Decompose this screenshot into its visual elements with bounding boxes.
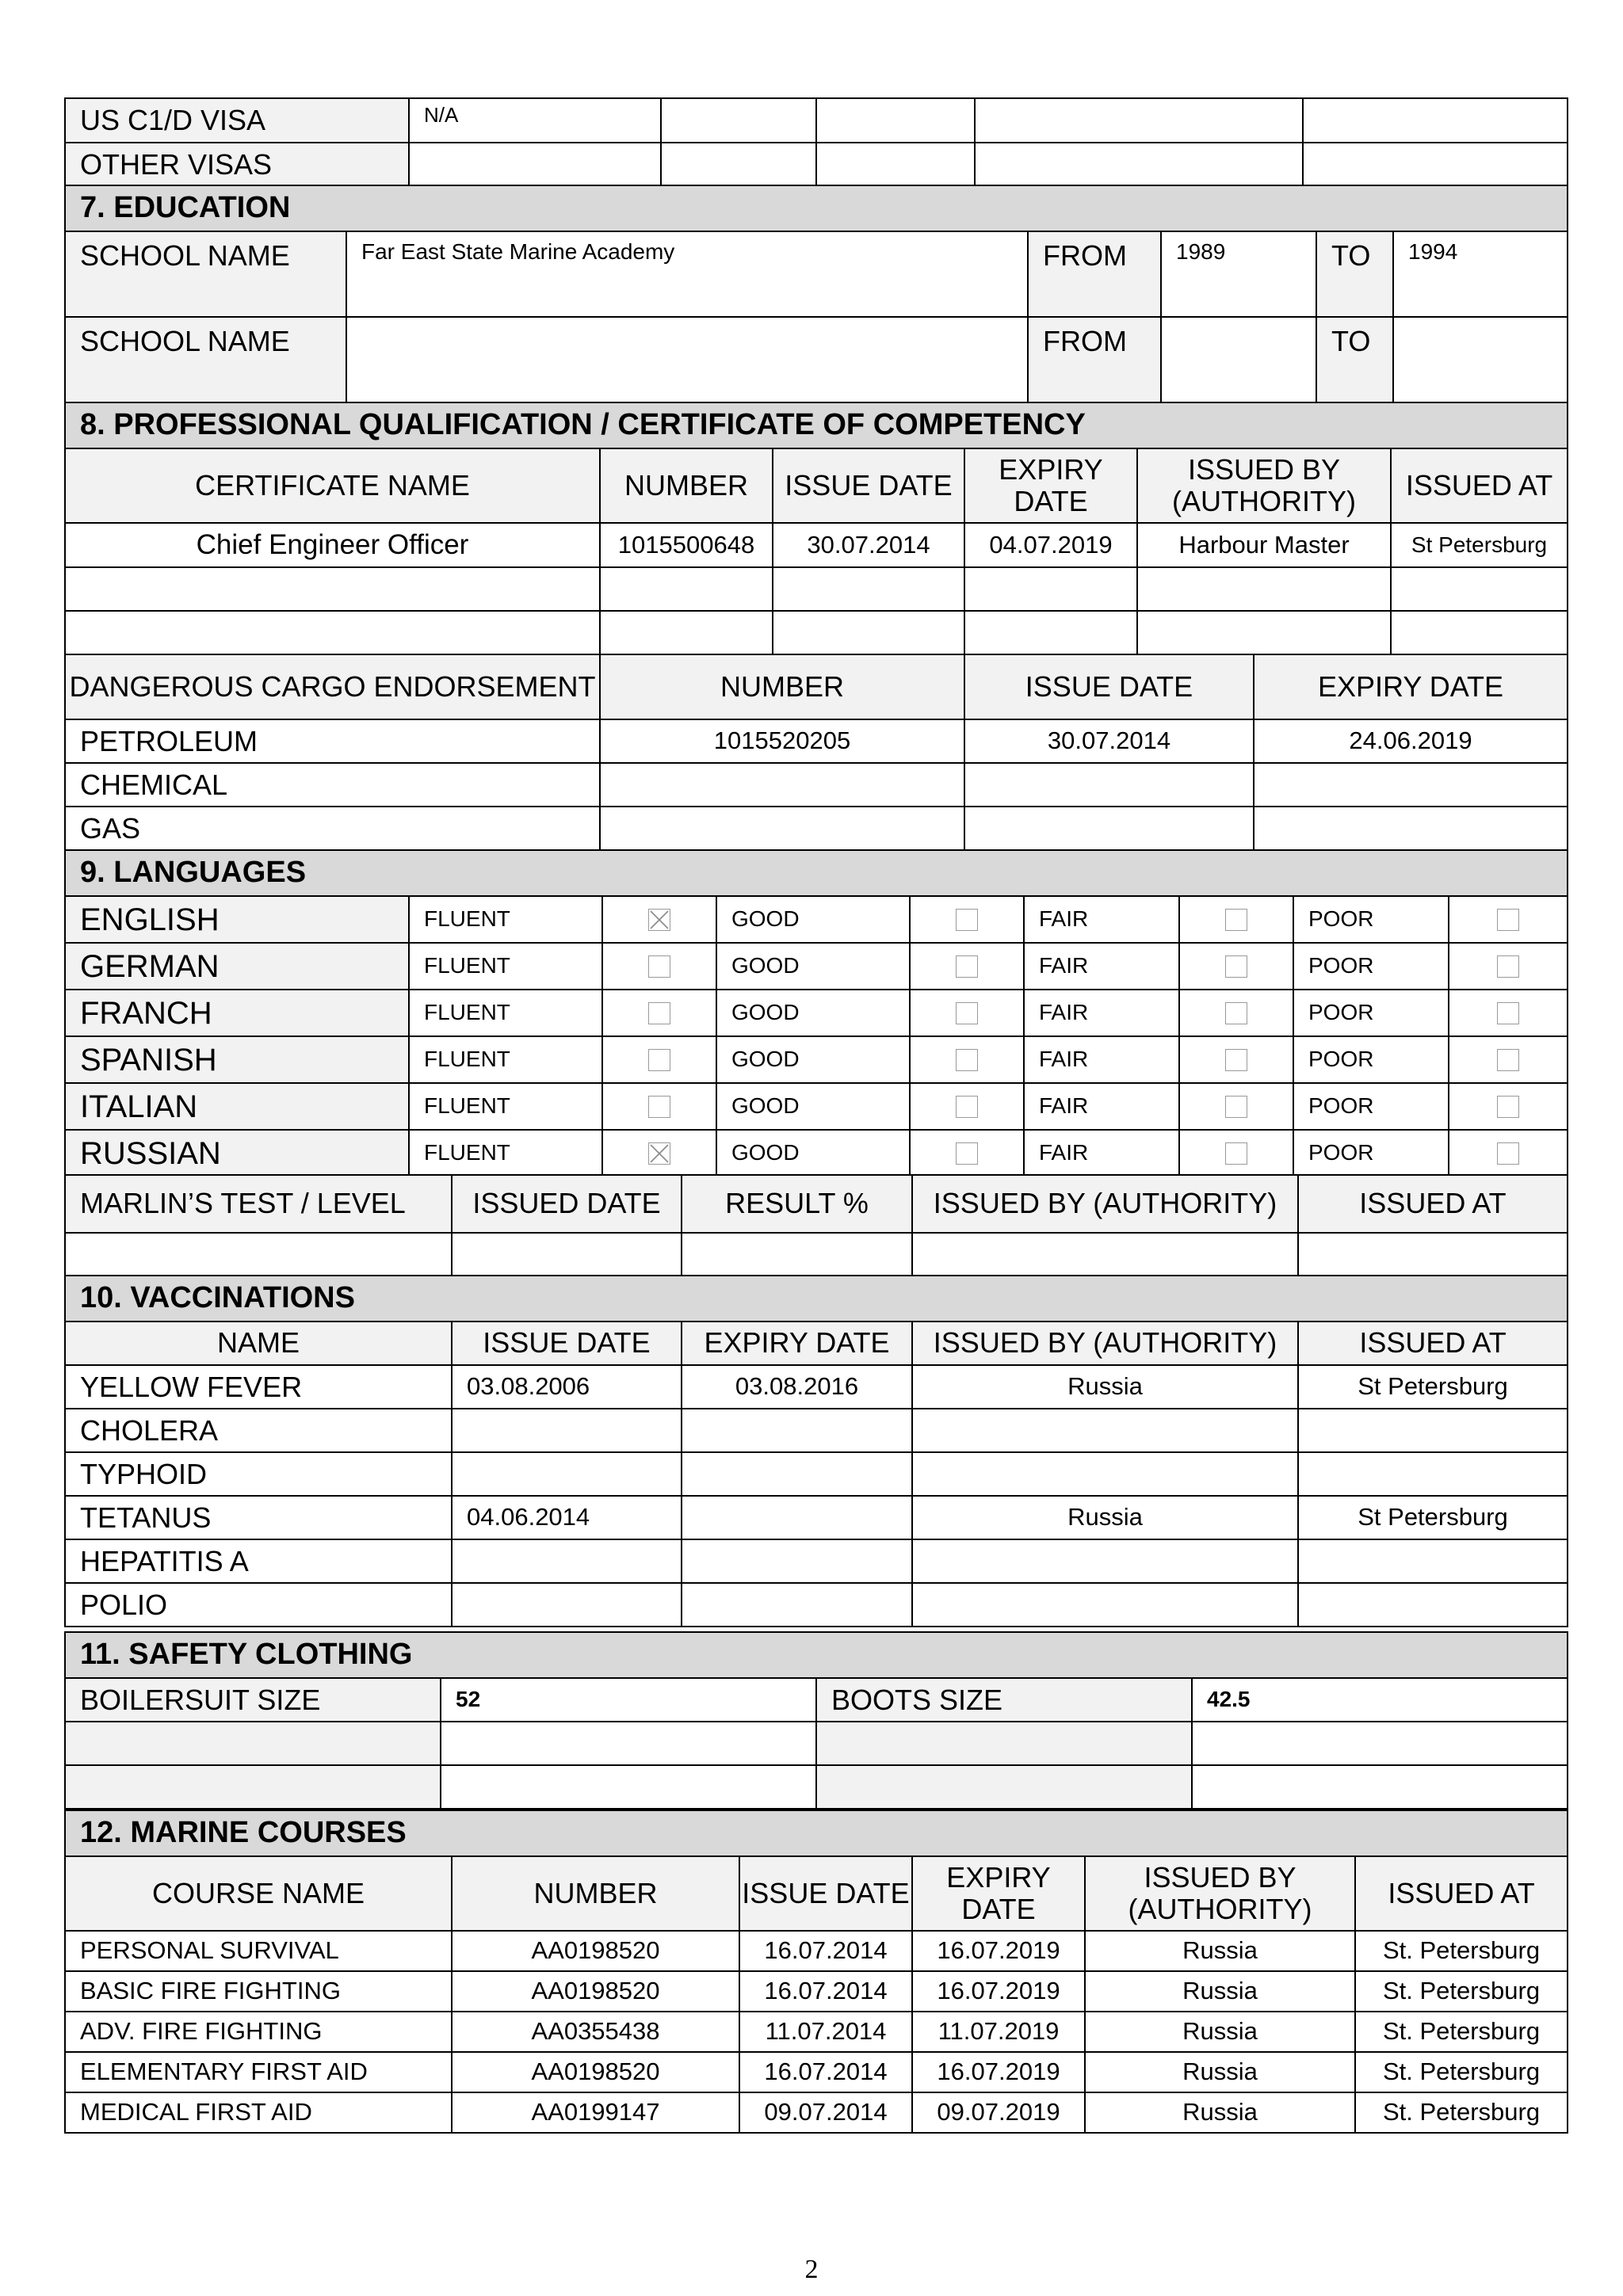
dangerous-cargo-table <box>64 654 1568 851</box>
table-row <box>65 1452 1568 1496</box>
table-row <box>65 1765 1568 1809</box>
course-issued-by[interactable]: Russia <box>1085 1971 1355 2012</box>
column-header: ISSUED DATE <box>452 1175 682 1233</box>
course-number[interactable]: AA0355438 <box>452 2012 739 2052</box>
certificate-name[interactable]: Chief Engineer Officer <box>65 523 600 567</box>
marlins-issued-date[interactable] <box>452 1233 682 1276</box>
certificate-issued-by[interactable]: Harbour Master <box>1137 523 1391 567</box>
course-issued-at[interactable]: St. Petersburg <box>1355 2052 1568 2092</box>
certificate-issued-at[interactable]: St Petersburg <box>1391 523 1568 567</box>
course-name: ELEMENTARY FIRST AID <box>65 2052 452 2092</box>
checkbox[interactable] <box>956 1142 978 1165</box>
level-label: FAIR <box>1024 990 1179 1036</box>
level-checkbox-cell <box>910 1036 1024 1083</box>
table-row <box>65 2012 1568 2052</box>
language-row <box>65 990 1568 1036</box>
vaccine-expiry-date[interactable] <box>682 1409 912 1452</box>
vaccinations-table <box>64 1275 1568 1627</box>
vaccine-issued-at[interactable] <box>1298 1583 1568 1627</box>
level-checkbox-cell <box>1449 943 1568 990</box>
column-header: ISSUE DATE <box>773 448 964 523</box>
column-header: ISSUED AT <box>1298 1175 1568 1233</box>
checkbox[interactable] <box>1497 1049 1519 1071</box>
column-header: ISSUE DATE <box>739 1856 912 1931</box>
column-header: EXPIRY DATE <box>964 448 1137 523</box>
marlins-issued-by[interactable] <box>912 1233 1298 1276</box>
vaccine-issued-at[interactable]: St Petersburg <box>1298 1365 1568 1409</box>
column-header: ISSUED AT <box>1298 1322 1568 1365</box>
level-checkbox-cell <box>910 1083 1024 1130</box>
course-issue-date[interactable]: 16.07.2014 <box>739 1931 912 1971</box>
certificate-number[interactable] <box>600 611 773 654</box>
level-label: FLUENT <box>409 896 602 943</box>
vaccine-issue-date[interactable] <box>452 1539 682 1583</box>
vaccine-issued-at[interactable] <box>1298 1409 1568 1452</box>
cargo-expiry-date[interactable]: 24.06.2019 <box>1254 719 1568 763</box>
column-header: EXPIRY DATE <box>682 1322 912 1365</box>
language-name: GERMAN <box>65 943 409 990</box>
vaccine-name: CHOLERA <box>65 1409 452 1452</box>
table-row <box>65 719 1568 763</box>
level-checkbox-cell <box>1449 1083 1568 1130</box>
column-header: NUMBER <box>452 1856 739 1931</box>
table-row <box>65 1931 1568 1971</box>
level-label: POOR <box>1293 1083 1449 1130</box>
vaccine-expiry-date[interactable] <box>682 1452 912 1496</box>
checkbox[interactable] <box>1497 1142 1519 1165</box>
clothing-value[interactable] <box>441 1765 816 1809</box>
checkbox[interactable] <box>956 909 978 931</box>
school-name-value[interactable] <box>346 317 1028 402</box>
course-name: ADV. FIRE FIGHTING <box>65 2012 452 2052</box>
column-header: ISSUED BY (AUTHORITY) <box>1137 448 1391 523</box>
course-issued-at[interactable]: St. Petersburg <box>1355 1931 1568 1971</box>
course-issued-by[interactable]: Russia <box>1085 2092 1355 2133</box>
level-label: GOOD <box>716 1130 910 1177</box>
column-header: ISSUED BY (AUTHORITY) <box>912 1322 1298 1365</box>
visa-cell[interactable] <box>975 143 1303 187</box>
cargo-issue-date[interactable] <box>964 807 1254 850</box>
level-checkbox-cell <box>1179 1130 1293 1177</box>
course-issue-date[interactable]: 09.07.2014 <box>739 2092 912 2133</box>
column-header: ISSUE DATE <box>452 1322 682 1365</box>
level-checkbox-cell <box>602 943 716 990</box>
cargo-expiry-date[interactable] <box>1254 807 1568 850</box>
level-checkbox-cell <box>602 990 716 1036</box>
certificate-expiry-date[interactable] <box>964 611 1137 654</box>
to-value[interactable] <box>1393 317 1568 402</box>
checkbox[interactable] <box>956 1049 978 1071</box>
language-name: ENGLISH <box>65 896 409 943</box>
language-row <box>65 1130 1568 1177</box>
table-row <box>65 763 1568 807</box>
level-checkbox-cell <box>1179 896 1293 943</box>
visa-row <box>65 143 1568 187</box>
level-label: FAIR <box>1024 943 1179 990</box>
course-name: MEDICAL FIRST AID <box>65 2092 452 2133</box>
vaccine-issue-date[interactable] <box>452 1583 682 1627</box>
cargo-number[interactable] <box>600 807 964 850</box>
certificate-issued-at[interactable] <box>1391 567 1568 611</box>
table-row <box>65 1233 1568 1276</box>
checkbox[interactable] <box>648 1142 670 1165</box>
vaccine-issued-at[interactable]: St Petersburg <box>1298 1496 1568 1539</box>
course-issue-date[interactable]: 16.07.2014 <box>739 2052 912 2092</box>
cargo-issue-date[interactable]: 30.07.2014 <box>964 719 1254 763</box>
vaccine-issue-date[interactable] <box>452 1409 682 1452</box>
courses-header-row <box>65 1856 1568 1931</box>
cargo-issue-date[interactable] <box>964 763 1254 807</box>
safety-clothing-section-title: 11. SAFETY CLOTHING <box>65 1632 1568 1678</box>
certificate-number[interactable] <box>600 567 773 611</box>
visa-cell[interactable] <box>816 143 975 187</box>
course-expiry-date[interactable]: 16.07.2019 <box>912 1971 1085 2012</box>
level-checkbox-cell <box>910 896 1024 943</box>
from-value[interactable]: 1989 <box>1161 231 1316 317</box>
qualification-header-row <box>65 448 1568 523</box>
table-row <box>65 1583 1568 1627</box>
vaccine-name: YELLOW FEVER <box>65 1365 452 1409</box>
visa-value[interactable]: N/A <box>409 98 661 143</box>
vaccine-expiry-date[interactable] <box>682 1496 912 1539</box>
level-label: FAIR <box>1024 1083 1179 1130</box>
checkbox[interactable] <box>1225 1096 1247 1118</box>
course-name: BASIC FIRE FIGHTING <box>65 1971 452 2012</box>
certificate-issued-at[interactable] <box>1391 611 1568 654</box>
cargo-number[interactable]: 1015520205 <box>600 719 964 763</box>
table-row <box>65 1365 1568 1409</box>
column-header: RESULT % <box>682 1175 912 1233</box>
visa-value[interactable] <box>409 143 661 187</box>
checkbox[interactable] <box>956 955 978 978</box>
level-label: FAIR <box>1024 1036 1179 1083</box>
language-name: SPANISH <box>65 1036 409 1083</box>
table-row <box>65 1539 1568 1583</box>
vaccine-issue-date[interactable]: 03.08.2006 <box>452 1365 682 1409</box>
qualification-section-title: 8. PROFESSIONAL QUALIFICATION / CERTIFICATE OF COMPETENCY <box>65 402 1568 448</box>
vaccine-name: TETANUS <box>65 1496 452 1539</box>
vaccine-issued-by[interactable] <box>912 1409 1298 1452</box>
column-header: DANGEROUS CARGO ENDORSEMENT <box>65 654 600 719</box>
page-number: 2 <box>804 2255 819 2284</box>
level-label: FLUENT <box>409 943 602 990</box>
checkbox[interactable] <box>1225 909 1247 931</box>
checkbox[interactable] <box>1225 1049 1247 1071</box>
to-value[interactable]: 1994 <box>1393 231 1568 317</box>
certificate-expiry-date[interactable] <box>964 567 1137 611</box>
safety-clothing-table <box>64 1631 1568 1810</box>
vaccine-issued-by[interactable]: Russia <box>912 1365 1298 1409</box>
vaccine-expiry-date[interactable] <box>682 1583 912 1627</box>
level-label: GOOD <box>716 1083 910 1130</box>
level-label: FLUENT <box>409 1036 602 1083</box>
qualification-table <box>64 402 1568 655</box>
education-row <box>65 231 1568 317</box>
from-value[interactable] <box>1161 317 1316 402</box>
vaccine-expiry-date[interactable]: 03.08.2016 <box>682 1365 912 1409</box>
education-table <box>64 185 1568 403</box>
table-row <box>65 2052 1568 2092</box>
checkbox[interactable] <box>648 1002 670 1024</box>
clothing-value[interactable] <box>1192 1722 1568 1765</box>
checkbox[interactable] <box>1497 909 1519 931</box>
checkbox[interactable] <box>956 1096 978 1118</box>
school-name-label: SCHOOL NAME <box>65 231 346 317</box>
level-checkbox-cell <box>1449 896 1568 943</box>
boilersuit-size-value[interactable]: 52 <box>441 1678 816 1722</box>
language-name: ITALIAN <box>65 1083 409 1130</box>
level-checkbox-cell <box>602 1083 716 1130</box>
course-issued-at[interactable]: St. Petersburg <box>1355 2092 1568 2133</box>
table-row <box>65 1678 1568 1722</box>
level-checkbox-cell <box>602 896 716 943</box>
cargo-type: PETROLEUM <box>65 719 600 763</box>
to-label: TO <box>1316 231 1393 317</box>
table-row <box>65 1409 1568 1452</box>
clothing-label <box>816 1765 1192 1809</box>
table-row <box>65 807 1568 850</box>
table-row <box>65 1496 1568 1539</box>
level-checkbox-cell <box>1179 943 1293 990</box>
course-issue-date[interactable]: 16.07.2014 <box>739 1971 912 2012</box>
column-header: ISSUED BY (AUTHORITY) <box>912 1175 1298 1233</box>
vaccine-expiry-date[interactable] <box>682 1539 912 1583</box>
vaccine-issue-date[interactable]: 04.06.2014 <box>452 1496 682 1539</box>
course-number[interactable]: AA0198520 <box>452 1971 739 2012</box>
checkbox[interactable] <box>1497 1002 1519 1024</box>
column-header: ISSUE DATE <box>964 654 1254 719</box>
course-issued-by[interactable]: Russia <box>1085 2012 1355 2052</box>
table-row <box>65 567 1568 611</box>
visa-cell[interactable] <box>1303 98 1568 143</box>
vaccine-issued-by[interactable] <box>912 1452 1298 1496</box>
checkbox[interactable] <box>648 909 670 931</box>
vaccine-issued-by[interactable] <box>912 1539 1298 1583</box>
level-label: GOOD <box>716 943 910 990</box>
column-header: EXPIRY DATE <box>912 1856 1085 1931</box>
vaccinations-section-title: 10. VACCINATIONS <box>65 1276 1568 1322</box>
column-header: ISSUED AT <box>1355 1856 1568 1931</box>
language-name: FRANCH <box>65 990 409 1036</box>
table-row <box>65 1722 1568 1765</box>
vaccine-name: POLIO <box>65 1583 452 1627</box>
course-issued-at[interactable]: St. Petersburg <box>1355 1971 1568 2012</box>
cargo-type: CHEMICAL <box>65 763 600 807</box>
vaccine-issued-by[interactable] <box>912 1583 1298 1627</box>
course-expiry-date[interactable]: 16.07.2019 <box>912 1931 1085 1971</box>
level-checkbox-cell <box>910 1130 1024 1177</box>
level-checkbox-cell <box>1179 990 1293 1036</box>
dangerous-cargo-header-row <box>65 654 1568 719</box>
level-checkbox-cell <box>1449 990 1568 1036</box>
level-label: GOOD <box>716 990 910 1036</box>
cargo-number[interactable] <box>600 763 964 807</box>
course-issue-date[interactable]: 11.07.2014 <box>739 2012 912 2052</box>
language-row <box>65 896 1568 943</box>
level-label: POOR <box>1293 896 1449 943</box>
course-number[interactable]: AA0198520 <box>452 2052 739 2092</box>
checkbox[interactable] <box>956 1002 978 1024</box>
course-number[interactable]: AA0199147 <box>452 2092 739 2133</box>
clothing-label <box>816 1722 1192 1765</box>
language-row <box>65 943 1568 990</box>
school-name-label: SCHOOL NAME <box>65 317 346 402</box>
level-checkbox-cell <box>910 943 1024 990</box>
languages-table <box>64 849 1568 1177</box>
course-number[interactable]: AA0198520 <box>452 1931 739 1971</box>
checkbox[interactable] <box>648 1049 670 1071</box>
boots-size-label: BOOTS SIZE <box>816 1678 1192 1722</box>
level-label: POOR <box>1293 1036 1449 1083</box>
column-header: NAME <box>65 1322 452 1365</box>
visa-row <box>65 98 1568 143</box>
certificate-number[interactable]: 1015500648 <box>600 523 773 567</box>
column-header: NUMBER <box>600 448 773 523</box>
visa-label: US C1/D VISA <box>65 98 409 143</box>
column-header: ISSUED AT <box>1391 448 1568 523</box>
checkbox[interactable] <box>1497 1096 1519 1118</box>
checkbox[interactable] <box>1225 1142 1247 1165</box>
marlins-test-table <box>64 1174 1568 1276</box>
cargo-type: GAS <box>65 807 600 850</box>
vaccine-issued-at[interactable] <box>1298 1452 1568 1496</box>
boilersuit-size-label: BOILERSUIT SIZE <box>65 1678 441 1722</box>
level-checkbox-cell <box>1179 1036 1293 1083</box>
course-expiry-date[interactable]: 09.07.2019 <box>912 2092 1085 2133</box>
vaccine-issued-by[interactable]: Russia <box>912 1496 1298 1539</box>
vaccine-name: HEPATITIS A <box>65 1539 452 1583</box>
checkbox[interactable] <box>648 1096 670 1118</box>
checkbox[interactable] <box>1225 955 1247 978</box>
vaccinations-header-row <box>65 1322 1568 1365</box>
certificate-issue-date[interactable] <box>773 611 964 654</box>
from-label: FROM <box>1028 317 1161 402</box>
visa-label: OTHER VISAS <box>65 143 409 187</box>
school-name-value[interactable]: Far East State Marine Academy <box>346 231 1028 317</box>
visa-cell[interactable] <box>1303 143 1568 187</box>
vaccine-issue-date[interactable] <box>452 1452 682 1496</box>
vaccine-issued-at[interactable] <box>1298 1539 1568 1583</box>
level-label: POOR <box>1293 1130 1449 1177</box>
marlins-level[interactable] <box>65 1233 452 1276</box>
course-issued-by[interactable]: Russia <box>1085 1931 1355 1971</box>
column-header: ISSUED BY (AUTHORITY) <box>1085 1856 1355 1931</box>
level-label: GOOD <box>716 896 910 943</box>
certificate-name[interactable] <box>65 611 600 654</box>
language-name: RUSSIAN <box>65 1130 409 1177</box>
certificate-issued-by[interactable] <box>1137 567 1391 611</box>
level-label: GOOD <box>716 1036 910 1083</box>
marlins-issued-at[interactable] <box>1298 1233 1568 1276</box>
education-row <box>65 317 1568 402</box>
clothing-label <box>65 1765 441 1809</box>
course-issued-by[interactable]: Russia <box>1085 2052 1355 2092</box>
table-row <box>65 523 1568 567</box>
level-checkbox-cell <box>602 1130 716 1177</box>
checkmark-x-icon <box>649 910 670 930</box>
vaccine-name: TYPHOID <box>65 1452 452 1496</box>
level-checkbox-cell <box>1449 1130 1568 1177</box>
level-label: FAIR <box>1024 1130 1179 1177</box>
visa-cell[interactable] <box>816 98 975 143</box>
table-row <box>65 611 1568 654</box>
column-header: CERTIFICATE NAME <box>65 448 600 523</box>
column-header: NUMBER <box>600 654 964 719</box>
clothing-value[interactable] <box>441 1722 816 1765</box>
level-label: FLUENT <box>409 1130 602 1177</box>
boots-size-value[interactable]: 42.5 <box>1192 1678 1568 1722</box>
marine-courses-section-title: 12. MARINE COURSES <box>65 1810 1568 1856</box>
checkmark-x-icon <box>649 1143 670 1164</box>
table-row <box>65 1971 1568 2012</box>
visa-cell[interactable] <box>661 143 816 187</box>
from-label: FROM <box>1028 231 1161 317</box>
level-label: POOR <box>1293 990 1449 1036</box>
course-issued-at[interactable]: St. Petersburg <box>1355 2012 1568 2052</box>
course-expiry-date[interactable]: 16.07.2019 <box>912 2052 1085 2092</box>
clothing-value[interactable] <box>1192 1765 1568 1809</box>
level-checkbox-cell <box>1179 1083 1293 1130</box>
visas-table <box>64 97 1568 188</box>
level-label: FAIR <box>1024 896 1179 943</box>
checkbox[interactable] <box>648 955 670 978</box>
level-checkbox-cell <box>602 1036 716 1083</box>
to-label: TO <box>1316 317 1393 402</box>
column-header: COURSE NAME <box>65 1856 452 1931</box>
certificate-expiry-date[interactable]: 04.07.2019 <box>964 523 1137 567</box>
cargo-expiry-date[interactable] <box>1254 763 1568 807</box>
marine-courses-table <box>64 1810 1568 2134</box>
level-checkbox-cell <box>910 990 1024 1036</box>
level-label: POOR <box>1293 943 1449 990</box>
education-section-title: 7. EDUCATION <box>65 185 1568 231</box>
level-label: FLUENT <box>409 1083 602 1130</box>
certificate-issue-date[interactable] <box>773 567 964 611</box>
certificate-name[interactable] <box>65 567 600 611</box>
course-expiry-date[interactable]: 11.07.2019 <box>912 2012 1085 2052</box>
clothing-label <box>65 1722 441 1765</box>
visa-cell[interactable] <box>661 98 816 143</box>
course-name: PERSONAL SURVIVAL <box>65 1931 452 1971</box>
language-row <box>65 1083 1568 1130</box>
column-header: MARLIN’S TEST / LEVEL <box>65 1175 452 1233</box>
languages-section-title: 9. LANGUAGES <box>65 850 1568 896</box>
column-header: EXPIRY DATE <box>1254 654 1568 719</box>
level-checkbox-cell <box>1449 1036 1568 1083</box>
checkbox[interactable] <box>1497 955 1519 978</box>
marlins-result[interactable] <box>682 1233 912 1276</box>
level-label: FLUENT <box>409 990 602 1036</box>
visa-cell[interactable] <box>975 98 1303 143</box>
checkbox[interactable] <box>1225 1002 1247 1024</box>
language-row <box>65 1036 1568 1083</box>
certificate-issue-date[interactable]: 30.07.2014 <box>773 523 964 567</box>
marlins-header-row <box>65 1175 1568 1233</box>
certificate-issued-by[interactable] <box>1137 611 1391 654</box>
table-row <box>65 2092 1568 2133</box>
